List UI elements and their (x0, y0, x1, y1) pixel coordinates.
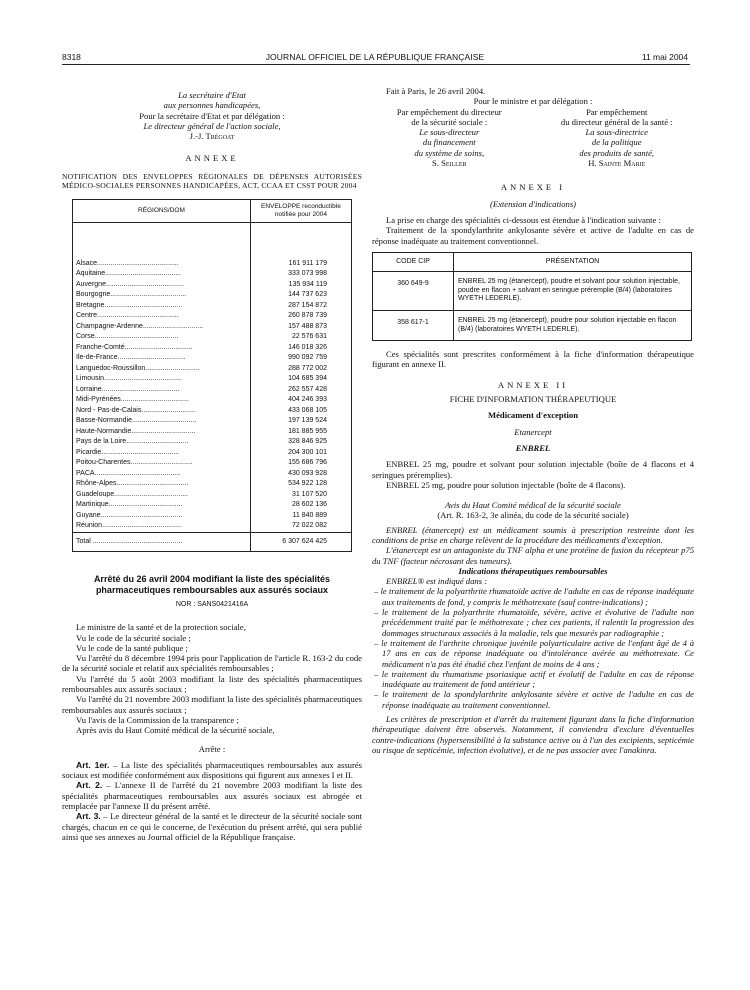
region-name: Guyane (76, 511, 101, 519)
leader-dots: .......................................... (100, 511, 183, 519)
leader-dots: ........................................ (105, 280, 184, 288)
envelope-value: 28 602 136 (250, 500, 351, 511)
signature-line: des produits de santé, (579, 147, 655, 158)
region-name: Champagne-Ardenne (76, 322, 143, 330)
annexe-title: ANNEXE (185, 153, 239, 164)
leader-dots: ............................ (141, 406, 196, 414)
region-name: Réunion (76, 522, 103, 530)
cip-code: 358 617-1 (373, 310, 454, 340)
indications-intro: ENBREL® est indiqué dans : (386, 576, 488, 587)
list-item: – le traitement du rhumatisme psoriasique actif et évolutif de l'adulte en cas de réponse inadéquate au traitement de fond antérieur ; (374, 668, 694, 690)
table-row (73, 364, 352, 375)
avis-title: Avis du Haut Comité médical de la sécurité sociale (445, 500, 621, 511)
etanercept-label: Etanercept (514, 426, 552, 437)
annexe-1-subtitle: (Extension d'indications) (489, 198, 577, 209)
envelope-value: 135 934 119 (250, 280, 351, 291)
table-row (73, 385, 352, 396)
article-1 (62, 760, 362, 781)
leader-dots: ................................... (117, 354, 186, 362)
region-name: Poitou-Charentes (76, 459, 131, 467)
signature-block-right (372, 107, 694, 169)
region-name: Franche-Comté (76, 343, 125, 351)
list-item: – le traitement de la spondylarthrite ankylosante sévère et active de l'adulte en cas de réponse inadéquate au traitement conventionnel. (374, 689, 694, 710)
leader-dots: ..................................... (116, 480, 189, 488)
region-name: Pays de la Loire (76, 438, 127, 446)
nor-reference: NOR : SANS0421416A (175, 600, 249, 608)
leader-dots: ...................................... (114, 490, 189, 498)
fiche-title: FICHE D'INFORMATION THÉRAPEUTIQUE (449, 394, 617, 405)
envelope-value: 534 922 128 (250, 479, 351, 490)
region-name: Limousin (76, 375, 105, 383)
list-item: – le traitement de la polyarthrite rhumatoïde, sévère, active et évolutive de l'adulte non précédemment traité par le méthotrexate ; chez ces patients, il ralentit la progression des dommages structuraux associés à la maladie, tels que mesurés par radiographie ; (374, 607, 694, 638)
envelope-value: 204 300 101 (250, 448, 351, 459)
table-row (73, 479, 352, 490)
leader-dots: ........................................ (104, 375, 182, 383)
table-row (73, 322, 352, 333)
table-row (73, 427, 352, 438)
table-row (73, 458, 352, 469)
leader-dots: ................................. (132, 417, 197, 425)
budget-table-body (73, 222, 352, 532)
enbrel-presentation-2: ENBREL 25 mg, poudre pour solution injectable (boîte de 4 flacons). (386, 479, 626, 490)
left-column (62, 90, 362, 842)
table-row (73, 332, 352, 343)
region-name: Basse-Normandie (76, 417, 133, 425)
presentation: ENBREL 25 mg (étanercept), poudre et solvant pour solution injectable, poudre en flacon + solvant en seringue préremplie (B/4) (laboratoires WYETH LEDERLE). (454, 272, 692, 311)
envelope-value: 22 576 631 (250, 332, 351, 343)
region-name: Martinique (76, 501, 109, 509)
leader-dots: ............................... (142, 322, 204, 330)
envelope-value: 430 093 928 (250, 469, 351, 480)
table-row (73, 343, 352, 354)
annexe-1-title: ANNEXE I (500, 182, 566, 193)
annexe-1-conclusion: Ces spécialités sont prescrites conformément à la fiche d'information thérapeutique figurant en annexe II. (372, 349, 694, 370)
signature-line: de la politique (591, 137, 642, 148)
visa-line: Vu l'arrêté du 21 novembre 2003 modifiant la liste des spécialités pharmaceutiques remboursables aux assurés sociaux ; (62, 694, 362, 715)
signature-left (372, 107, 527, 169)
total-value: 6 307 624 425 (250, 532, 351, 551)
envelope-value: 72 022 082 (250, 521, 351, 532)
table-row (73, 269, 352, 280)
region-name: Centre (76, 312, 98, 320)
leader-dots: ....................................... (105, 270, 182, 278)
leader-dots: ................................ (130, 459, 193, 467)
leader-dots: ............................ (145, 364, 200, 372)
envelope-value: 197 139 524 (250, 416, 351, 427)
leader-dots: ........................................ (101, 385, 180, 393)
envelope-value: 328 846 925 (250, 437, 351, 448)
table-row (73, 406, 352, 417)
signature-line: La sous-directrice (585, 127, 648, 138)
visas-block (62, 622, 362, 735)
region-name: Bourgogne (76, 291, 111, 299)
arrete-label: Arrête : (198, 743, 226, 754)
signature-line: Le directeur général de l'action sociale, (143, 120, 281, 131)
envelope-value: 333 073 998 (250, 269, 351, 280)
issue-date: 11 mai 2004 (641, 52, 688, 62)
region-name: Midi-Pyrénées (76, 396, 121, 404)
signature-line: du financement (422, 137, 476, 148)
envelope-value: 404 246 393 (250, 395, 351, 406)
table-header-presentation: PRÉSENTATION (454, 252, 692, 271)
list-item: – le traitement de l'arthrite chronique juvénile polyarticulaire active de l'enfant âgé de 4 à 17 ans en cas de réponse inadéquate ou d'intolérance avérée au méthotrexate. Ce médicament n'a pas été étudié chez l'enfant de moins de 4 ans ; (374, 637, 694, 669)
region-name: Lorraine (76, 385, 102, 393)
signature-line: La secrétaire d'Etat (178, 90, 246, 100)
region-name: Picardie (76, 448, 102, 456)
signature-line: aux personnes handicapées, (163, 100, 261, 111)
envelope-value: 287 154 872 (250, 301, 351, 312)
signature-line: de la sécurité sociale : (411, 116, 488, 127)
indications-title: Indications thérapeutiques remboursables (458, 565, 608, 576)
leader-dots: .......................................... (97, 259, 179, 267)
visa-line: Après avis du Haut Comité médical de la sécurité sociale, (76, 725, 275, 736)
table-row (73, 416, 352, 427)
envelope-value: 144 737 623 (250, 290, 351, 301)
table-row (73, 448, 352, 459)
leader-dots: ................................... (124, 343, 193, 351)
cip-code: 360 649-9 (373, 272, 454, 311)
annexe-2-title: ANNEXE II (497, 379, 569, 390)
presentation: ENBREL 25 mg (étanercept), poudre pour solution injectable en flacon (B/4) (laboratoires WYETH LEDERLE). (454, 310, 692, 340)
table-row (73, 311, 352, 322)
article-number: Art. 3. (76, 811, 101, 822)
article-text: – La liste des spécialités pharmaceutiques remboursables aux assurés sociaux est modifiée conformément aux dispositions qui figurent aux annexes I et II. (62, 759, 362, 781)
enbrel-paragraph: ENBREL (étanercept) est un médicament soumis à prescription restreinte dont les conditions de prise en charge relèvent de la procédure des médicaments d'exception. (372, 524, 694, 545)
table-row (73, 353, 352, 364)
envelope-value: 155 686 796 (250, 458, 351, 469)
signature-block-left (62, 90, 362, 141)
budget-table (72, 199, 352, 552)
table-row (73, 490, 352, 501)
leader-dots: .............................................. (92, 537, 183, 545)
article-2 (62, 780, 362, 811)
envelope-value: 990 092 759 (250, 353, 351, 364)
article-number: Art. 2. (76, 780, 103, 791)
annexe-1-intro: La prise en charge des spécialités ci-dessous est étendue à l'indication suivante : (386, 214, 661, 225)
envelope-value: 11 840 889 (250, 511, 351, 522)
article-3 (62, 811, 362, 842)
page-number: 8318 (62, 52, 81, 62)
medicament-exception: Médicament d'exception (488, 410, 578, 421)
region-name: Aquitaine (76, 270, 106, 278)
delegation-line: Pour le ministre et par délégation : (473, 96, 593, 107)
list-item: – le traitement de la polyarthrite rhumatoïde active de l'adulte en cas de réponse inadéquate aux traitements de fond, y compris le méthotrexate (sauf contre-indications) ; (374, 586, 694, 607)
signature-line: du système de soins, (414, 147, 485, 158)
leader-dots: ............................................ (94, 469, 181, 477)
region-name: Languedoc-Roussillon (76, 364, 146, 372)
enbrel-label: ENBREL (515, 442, 551, 453)
table-row (373, 272, 692, 311)
envelope-value: 161 911 179 (250, 259, 351, 270)
table-row (73, 469, 352, 480)
article-text: – Le directeur général de la santé et le directeur de la sécurité sociale sont chargés, chacun en ce qui le concerne, de l'exécution du présent arrêté, qui sera publié ainsi que ses annexes au Journal officiel de la République française. (62, 811, 363, 842)
leader-dots: ................................... (120, 396, 189, 404)
region-name: Corse (76, 333, 95, 341)
visa-line: Vu le code de la santé publique ; (76, 642, 188, 653)
region-name: Alsace (76, 259, 98, 267)
table-row (73, 500, 352, 511)
leader-dots: ................................. (131, 427, 196, 435)
signature-line: Par empêchement du directeur (396, 106, 502, 117)
table-header-regions: RÉGIONS/DOM (73, 199, 251, 222)
total-label: Total (76, 537, 91, 545)
etanercept-paragraph: L'étanercept est un antagoniste du TNF alpha et une protéine de fusion du récepteur p75 du TNF (facteur nécrosant des tumeurs). (372, 545, 694, 566)
table-row (73, 259, 352, 270)
avis-reference: (Art. R. 163-2, 3e alinéa, du code de la sécurité sociale) (437, 510, 629, 521)
table-header-enveloppe: ENVELOPPE reconductible notifiée pour 2004 (250, 199, 351, 222)
article-number: Art. 1er. (76, 759, 110, 770)
envelope-value: 104 685 394 (250, 374, 351, 385)
envelope-value: 157 488 873 (250, 322, 351, 333)
signatory-name: J.-J. Trégoat (189, 131, 235, 142)
indications-list (372, 586, 694, 710)
criteres-paragraph: Les critères de prescription et d'arrêt du traitement figurant dans la fiche d'information thérapeutique doivent être observés. Notamment, il conviendra d'exclure d'éventuelles contre-indications (hypersensibilité à la substance active ou à l'un des excipients, septicémie ou risque de septicémie, infection évolutive), et de ne pas associer avec l'anakinra. (372, 714, 694, 755)
signatory-name: S. Seiller (432, 158, 467, 169)
region-name: Haute-Normandie (76, 427, 132, 435)
leader-dots: ...................................... (108, 501, 183, 509)
region-name: Auvergne (76, 280, 106, 288)
region-name: Bretagne (76, 301, 105, 309)
envelope-value: 146 018 326 (250, 343, 351, 354)
region-name: Ile-de-France (76, 354, 118, 362)
table-row (373, 310, 692, 340)
signature-line: Pour la secrétaire d'Etat et par délégation : (139, 110, 285, 121)
enbrel-presentation-1: ENBREL 25 mg, poudre et solvant pour solution injectable (boîte de 4 flacons et 4 seringues préremplies). (372, 459, 694, 480)
notification-title: NOTIFICATION DES ENVELOPPES RÉGIONALES DE DÉPENSES AUTORISÉES MÉDICO-SOCIALES PERSONNES HANDICAPÉES, ACT, CCAA ET CSST POUR 2004 (62, 171, 362, 191)
leader-dots: ........................................ (101, 448, 180, 456)
table-row (73, 374, 352, 385)
envelope-value: 260 878 739 (250, 311, 351, 322)
journal-title: JOURNAL OFFICIEL DE LA RÉPUBLIQUE FRANÇAISE (265, 52, 485, 62)
cip-table (372, 252, 692, 341)
region-name: Nord - Pas-de-Calais (76, 406, 142, 414)
region-name: Guadeloupe (76, 490, 115, 498)
signature-right (539, 107, 694, 169)
fait-line: Fait à Paris, le 26 avril 2004. (386, 86, 486, 96)
table-row (73, 290, 352, 301)
arrete-title: Arrêté du 26 avril 2004 modifiant la liste des spécialités pharmaceutiques remboursables aux assurés sociaux (93, 573, 331, 595)
leader-dots: .......................................... (97, 312, 179, 320)
table-row (73, 280, 352, 291)
table-row (73, 521, 352, 532)
signature-line: Par empêchement (586, 106, 648, 117)
article-text: – L'annexe II de l'arrêté du 21 novembre 2003 modifiant la liste des spécialités pharmaceutiques remboursables aux assurés sociaux est abrogée et remplacée par l'annexe II du présent arrêté. (62, 780, 362, 812)
envelope-value: 31 107 520 (250, 490, 351, 501)
annexe-1-indication: Traitement de la spondylarthrite ankylosante sévère et active de l'adulte en cas de réponse inadéquate au traitement conventionnel. (372, 225, 694, 246)
table-spacer (73, 222, 352, 259)
region-name: Rhône-Alpes (76, 480, 117, 488)
signature-line: Le sous-directeur (419, 127, 480, 138)
table-total-row (73, 532, 352, 551)
right-column (372, 86, 694, 755)
leader-dots: ................................ (126, 438, 189, 446)
leader-dots: ....................................... (110, 291, 187, 299)
leader-dots: ......................................... (102, 522, 182, 530)
leader-dots: ........................................ (104, 301, 183, 309)
table-header-code: CODE CIP (373, 252, 454, 271)
visa-line: Vu le code de la sécurité sociale ; (76, 632, 191, 643)
leader-dots: ........................................... (94, 333, 179, 341)
visa-line: Vu l'arrêté du 5 août 2003 modifiant la liste des spécialités pharmaceutiques remboursables aux assurés sociaux ; (62, 673, 362, 695)
table-row (73, 511, 352, 522)
envelope-value: 288 772 002 (250, 364, 351, 375)
signatory-name: H. Sainte Marie (588, 158, 646, 169)
header-rule (62, 64, 690, 65)
envelope-value: 262 557 428 (250, 385, 351, 396)
visa-line: Vu l'arrêté du 8 décembre 1994 pris pour l'application de l'article R. 163-2 du code de la sécurité sociale et relatif aux spécialités remboursables ; (62, 653, 362, 674)
table-row (73, 437, 352, 448)
visa-line: Le ministre de la santé et de la protection sociale, (76, 622, 246, 633)
signature-line: du directeur général de la santé : (560, 116, 673, 127)
region-name: PACA (76, 469, 95, 477)
table-row (73, 395, 352, 406)
envelope-value: 181 885 955 (250, 427, 351, 438)
table-row (73, 301, 352, 312)
envelope-value: 433 068 105 (250, 406, 351, 417)
visa-line: Vu l'avis de la Commission de la transparence ; (76, 714, 239, 725)
